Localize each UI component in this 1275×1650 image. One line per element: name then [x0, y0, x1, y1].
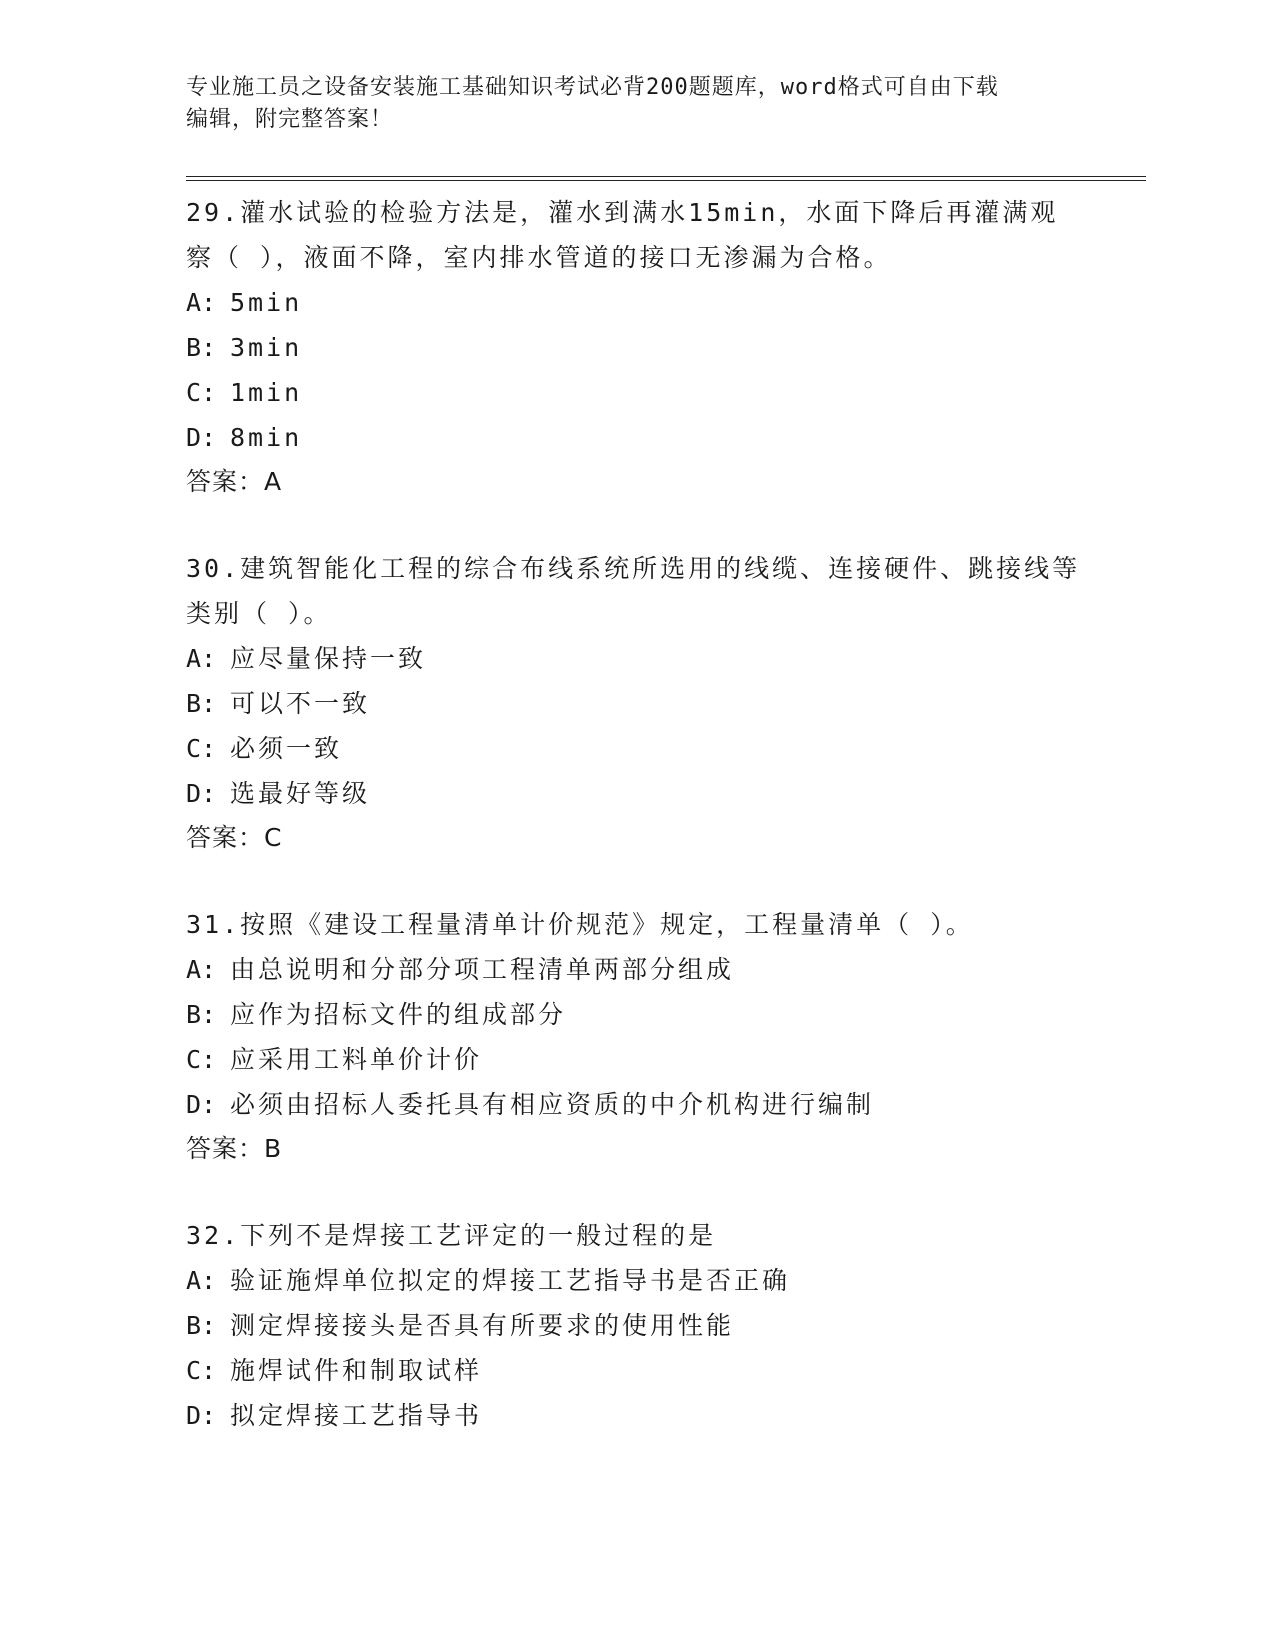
option-d [186, 415, 1086, 460]
question-31 [186, 902, 1086, 1171]
option-text: 拟定焊接工艺指导书 [230, 1401, 483, 1430]
option-b [186, 681, 1086, 726]
option-key: C: [186, 734, 217, 763]
question-stem: 31.按照《建设工程量清单计价规范》规定，工程量清单（ ）。 [186, 910, 974, 939]
option-key: D: [186, 423, 217, 452]
option-d [186, 1082, 1086, 1127]
option-key: B: [186, 689, 217, 718]
option-text: 应作为招标文件的组成部分 [230, 1000, 567, 1029]
option-b [186, 992, 1086, 1037]
document-page [186, 0, 1146, 1650]
option-text: 由总说明和分部分项工程清单两部分组成 [230, 955, 735, 984]
option-text: 8min [230, 423, 303, 452]
header-line-1: 专业施工员之设备安装施工基础知识考试必背200题题库，word格式可自由下载 [186, 75, 999, 100]
question-29 [186, 190, 1086, 504]
option-key: B: [186, 1311, 217, 1340]
option-a [186, 1258, 1086, 1303]
option-key: B: [186, 1000, 217, 1029]
option-text: 1min [230, 378, 303, 407]
option-key: A: [186, 644, 217, 673]
option-text: 应尽量保持一致 [230, 644, 427, 673]
option-c [186, 726, 1086, 771]
option-c [186, 1037, 1086, 1082]
question-stem: 29.灌水试验的检验方法是，灌水到满水15min，水面下降后再灌满观察（ ），液面不降，室内排水管道的接口无渗漏为合格。 [186, 198, 1059, 272]
option-text: 3min [230, 333, 303, 362]
answer-line: 答案：C [186, 823, 283, 852]
option-text: 验证施焊单位拟定的焊接工艺指导书是否正确 [230, 1266, 791, 1295]
answer-line: 答案：B [186, 1134, 283, 1163]
option-text: 应采用工料单价计价 [230, 1045, 483, 1074]
option-text: 5min [230, 288, 303, 317]
option-a [186, 280, 1086, 325]
answer-line: 答案：A [186, 467, 283, 496]
option-b [186, 1303, 1086, 1348]
option-text: 可以不一致 [230, 689, 371, 718]
option-text: 必须由招标人委托具有相应资质的中介机构进行编制 [230, 1090, 875, 1119]
option-key: B: [186, 333, 217, 362]
option-key: D: [186, 1401, 217, 1430]
option-d [186, 1393, 1086, 1438]
question-list [186, 190, 1086, 1480]
option-key: A: [186, 288, 217, 317]
question-stem: 32.下列不是焊接工艺评定的一般过程的是 [186, 1221, 717, 1250]
header-line-2: 编辑，附完整答案！ [186, 107, 394, 132]
header-double-rule [186, 176, 1146, 181]
option-key: A: [186, 955, 217, 984]
document-header [186, 72, 1066, 136]
option-key: C: [186, 1045, 217, 1074]
option-text: 选最好等级 [230, 779, 371, 808]
option-a [186, 636, 1086, 681]
option-c [186, 1348, 1086, 1393]
option-b [186, 325, 1086, 370]
question-stem: 30.建筑智能化工程的综合布线系统所选用的线缆、连接硬件、跳接线等类别（ ）。 [186, 554, 1081, 628]
option-text: 施焊试件和制取试样 [230, 1356, 483, 1385]
option-text: 必须一致 [230, 734, 343, 763]
question-30 [186, 546, 1086, 860]
option-text: 测定焊接接头是否具有所要求的使用性能 [230, 1311, 735, 1340]
option-c [186, 370, 1086, 415]
option-key: D: [186, 779, 217, 808]
option-key: C: [186, 1356, 217, 1385]
option-key: A: [186, 1266, 217, 1295]
option-key: C: [186, 378, 217, 407]
option-key: D: [186, 1090, 217, 1119]
question-32 [186, 1213, 1086, 1438]
option-a [186, 947, 1086, 992]
option-d [186, 771, 1086, 816]
